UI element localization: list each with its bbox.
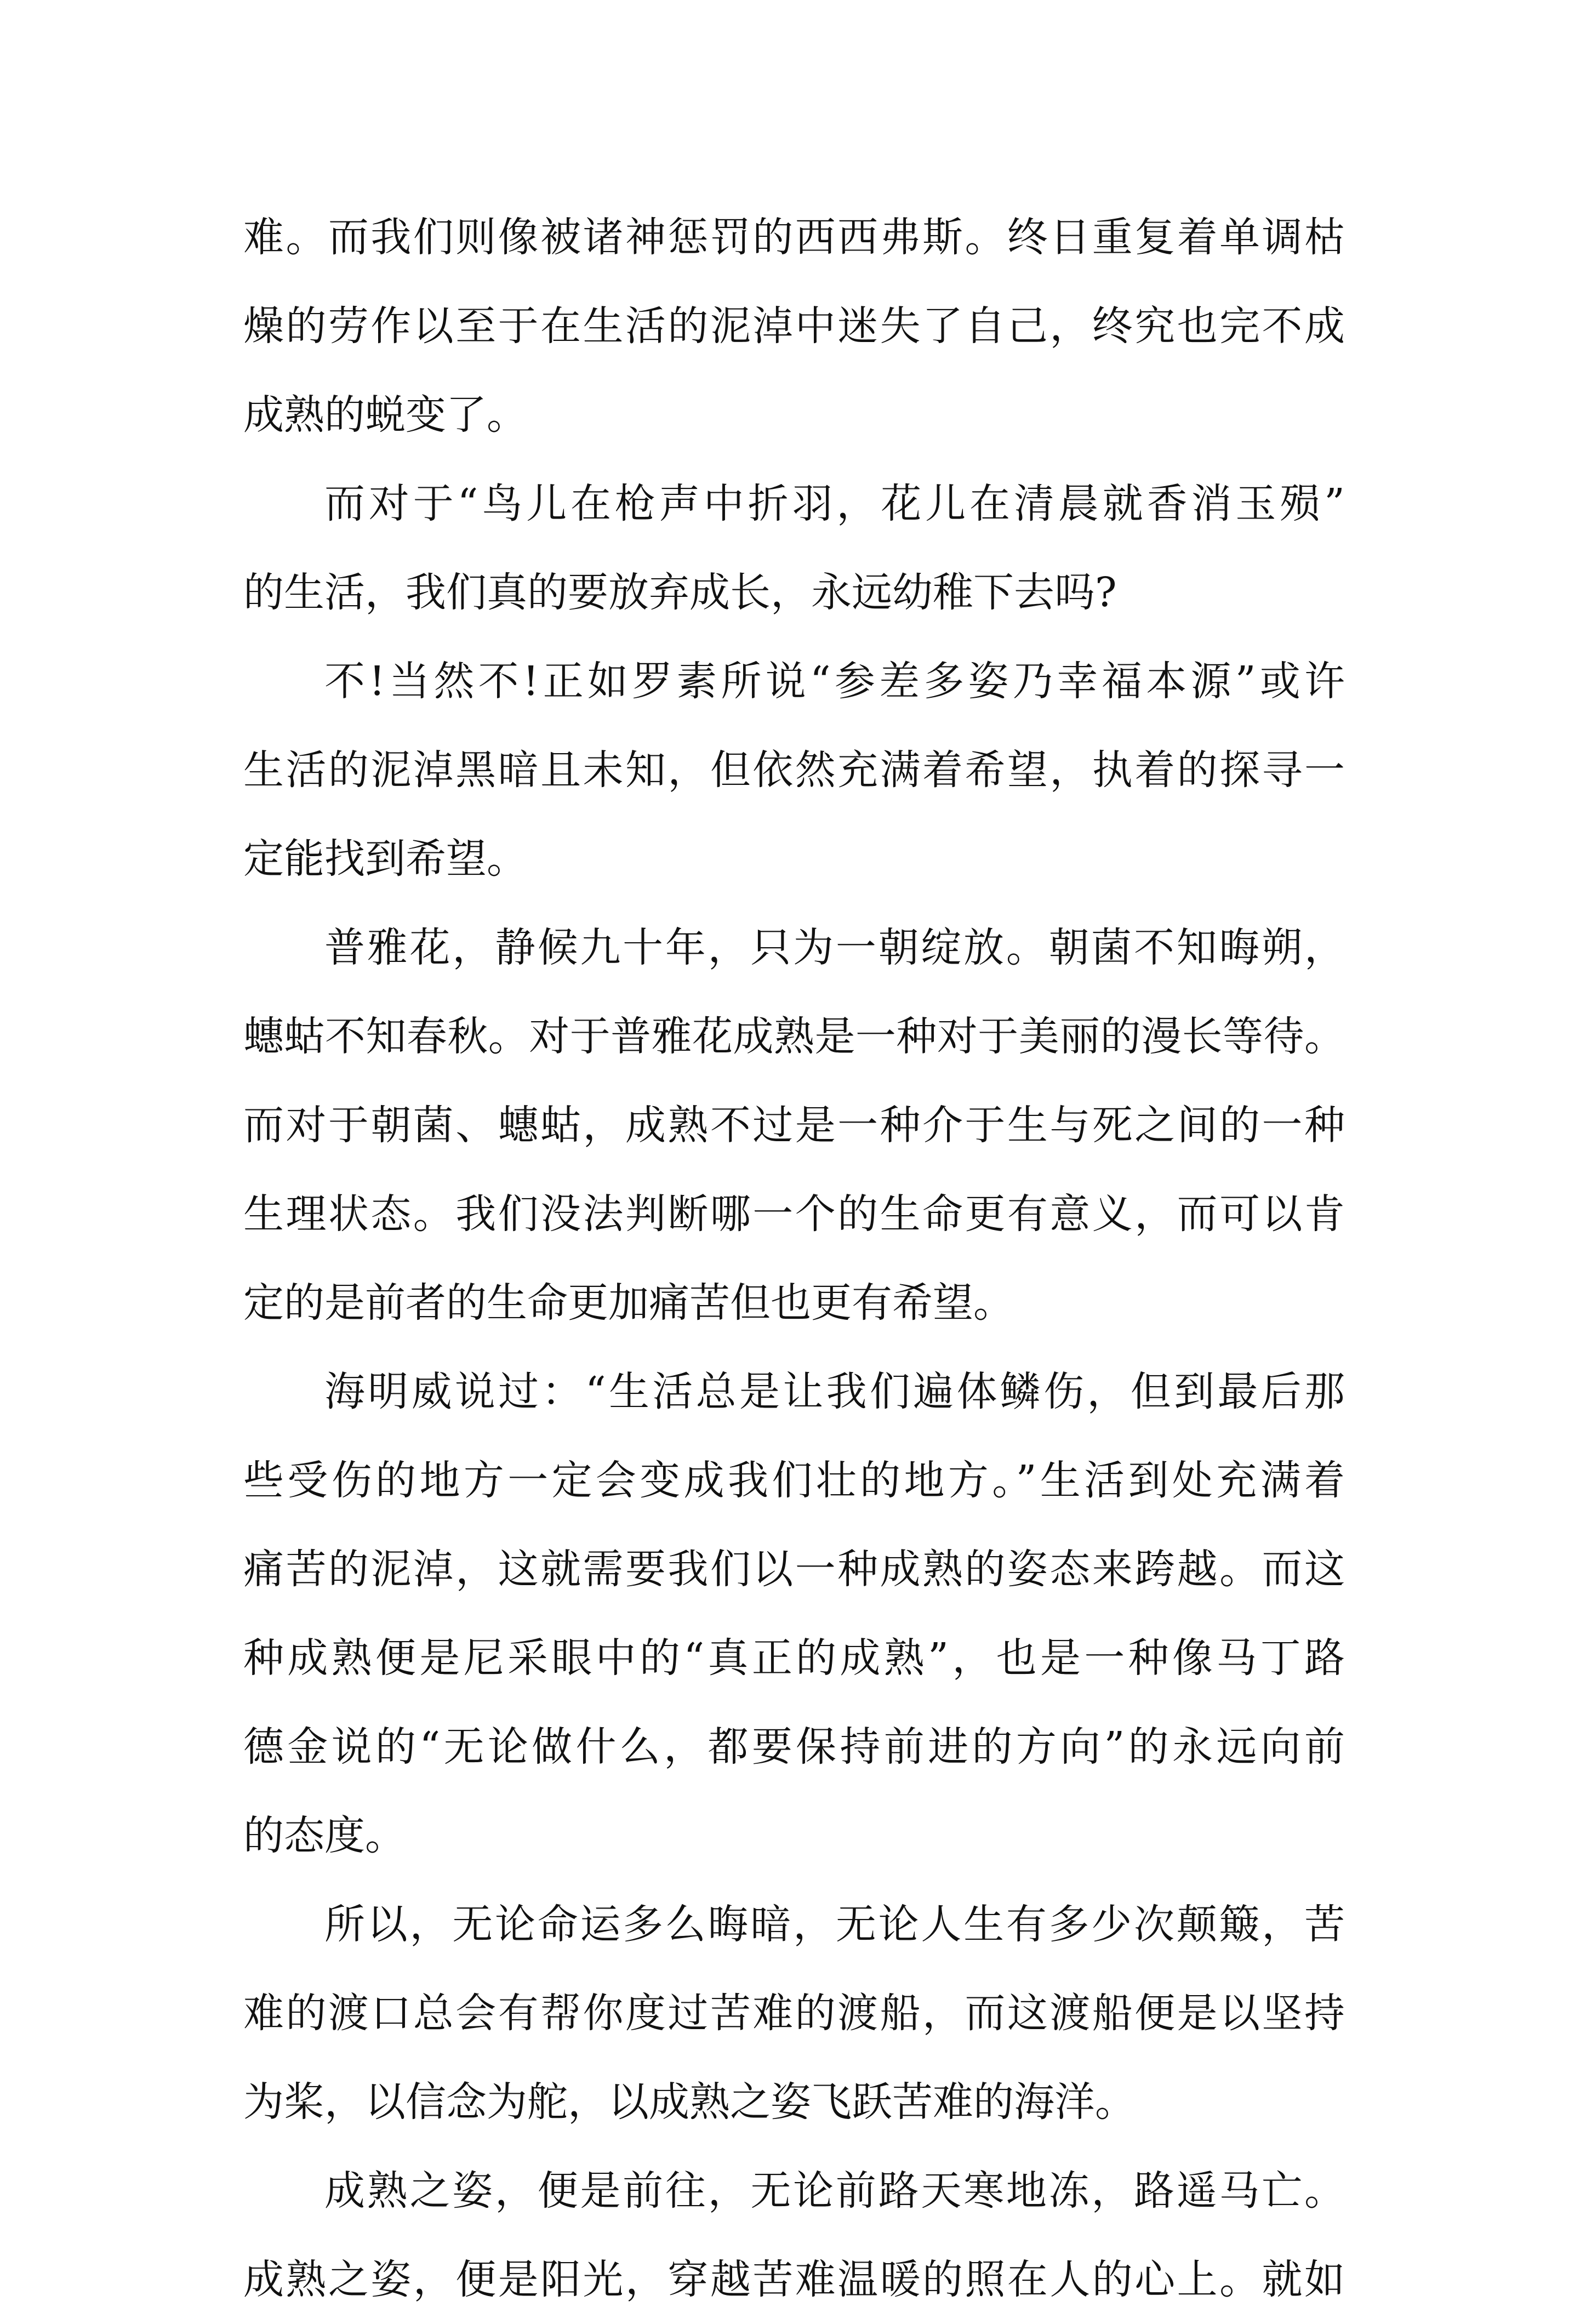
text-line-15: 些受伤的地方一定会变成我们壮的地方。”生活到处充满着 bbox=[243, 1457, 1345, 1504]
text-line-17: 种成熟便是尼采眼中的“真正的成熟”，也是一种像马丁路 bbox=[243, 1634, 1345, 1682]
text-line-2: 燥的劳作以至于在生活的泥淖中迷失了自己，终究也完不成 bbox=[243, 303, 1345, 350]
text-line-14: 海明威说过：“生活总是让我们遍体鳞伤，但到最后那 bbox=[324, 1368, 1345, 1415]
text-line-19: 的态度。 bbox=[243, 1812, 406, 1859]
text-line-24: 成熟之姿，便是阳光，穿越苦难温暖的照在人的心上。就如 bbox=[243, 2256, 1345, 2303]
text-line-23: 成熟之姿，便是前往，无论前路天寒地冻，路遥马亡。 bbox=[324, 2167, 1345, 2214]
text-line-13: 定的是前者的生命更加痛苦但也更有希望。 bbox=[243, 1279, 1014, 1326]
text-line-20: 所以，无论命运多么晦暗，无论人生有多少次颠簸，苦 bbox=[324, 1901, 1345, 1948]
text-line-7: 生活的泥淖黑暗且未知，但依然充满着希望，执着的探寻一 bbox=[243, 747, 1345, 794]
text-line-9: 普雅花，静候九十年，只为一朝绽放。朝菌不知晦朔， bbox=[324, 924, 1345, 971]
text-line-21: 难的渡口总会有帮你度过苦难的渡船，而这渡船便是以坚持 bbox=[243, 1990, 1345, 2037]
text-line-6: 不!当然不!正如罗素所说“参差多姿乃幸福本源”或许 bbox=[324, 658, 1345, 705]
text-line-11: 而对于朝菌、蟪蛄，成熟不过是一种介于生与死之间的一种 bbox=[243, 1102, 1345, 1149]
text-line-18: 德金说的“无论做什么，都要保持前进的方向”的永远向前 bbox=[243, 1723, 1345, 1770]
text-line-5: 的生活，我们真的要放弃成长，永远幼稚下去吗? bbox=[243, 569, 1117, 616]
text-line-16: 痛苦的泥淖，这就需要我们以一种成熟的姿态来跨越。而这 bbox=[243, 1546, 1345, 1593]
text-line-10: 蟪蛄不知春秋。对于普雅花成熟是一种对于美丽的漫长等待。 bbox=[243, 1013, 1345, 1060]
text-line-22: 为桨，以信念为舵，以成熟之姿飞跃苦难的海洋。 bbox=[243, 2078, 1136, 2126]
text-line-1: 难。而我们则像被诸神惩罚的西西弗斯。终日重复着单调枯 bbox=[243, 214, 1345, 261]
text-line-8: 定能找到希望。 bbox=[243, 835, 527, 882]
text-line-3: 成熟的蜕变了。 bbox=[243, 391, 527, 438]
body-text bbox=[243, 193, 1345, 2324]
text-line-4: 而对于“鸟儿在枪声中折羽，花儿在清晨就香消玉殒” bbox=[324, 480, 1345, 527]
text-line-12: 生理状态。我们没法判断哪一个的生命更有意义，而可以肯 bbox=[243, 1191, 1345, 1238]
